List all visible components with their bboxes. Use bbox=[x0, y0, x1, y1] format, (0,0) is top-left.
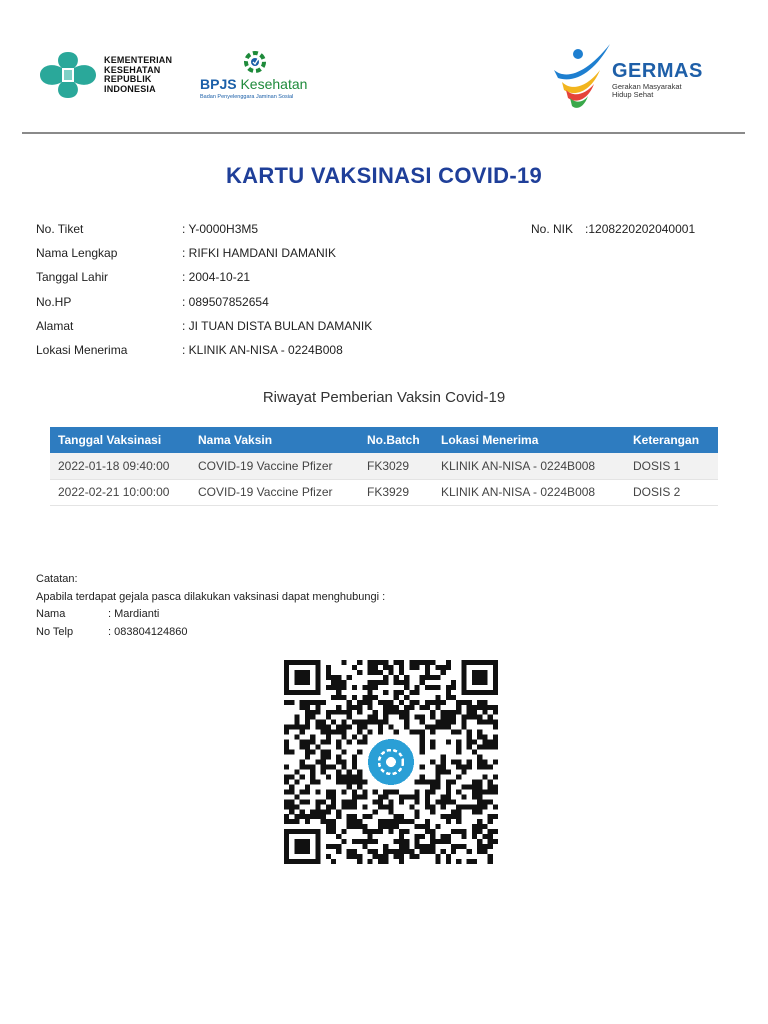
kemenkes-line-1: KEMENTERIAN bbox=[104, 55, 173, 65]
info-row-birthdate bbox=[36, 270, 736, 294]
contact-label: No Telp bbox=[36, 625, 74, 638]
cell-dose: DOSIS 1 bbox=[625, 453, 718, 479]
bpjs-name bbox=[200, 76, 307, 92]
kemenkes-line-2: KESEHATAN bbox=[104, 64, 161, 75]
info-row-ticket bbox=[36, 222, 736, 246]
qr-center-logo-icon bbox=[364, 735, 418, 789]
germas-logo bbox=[548, 40, 728, 120]
nik-field bbox=[531, 222, 695, 236]
bpjs-subtitle: Badan Penyelenggara Jaminan Sosial bbox=[200, 94, 294, 100]
cell-dose: DOSIS 2 bbox=[625, 479, 718, 505]
table-header-row bbox=[50, 427, 718, 453]
bpjs-name-part2: Kesehatan bbox=[240, 76, 308, 92]
cell-vaccine: COVID-19 Vaccine Pfizer bbox=[190, 453, 359, 479]
personal-info bbox=[36, 222, 736, 367]
germas-logo-icon bbox=[548, 40, 614, 112]
info-value: : RIFKI HAMDANI DAMANIK bbox=[182, 246, 337, 261]
kemenkes-logo-icon bbox=[38, 50, 98, 100]
table-row bbox=[50, 479, 718, 505]
info-label: Tanggal Lahir bbox=[36, 270, 109, 285]
info-value: : KLINIK AN-NISA - 0224B008 bbox=[182, 342, 343, 357]
qr-finder-pattern bbox=[284, 660, 321, 695]
kemenkes-name bbox=[104, 56, 172, 94]
bpjs-logo bbox=[200, 48, 315, 118]
cell-vaccine: COVID-19 Vaccine Pfizer bbox=[190, 479, 359, 505]
germas-subtitle: Gerakan Masyarakat Hidup Sehat bbox=[612, 82, 682, 99]
cell-location: KLINIK AN-NISA - 0224B008 bbox=[433, 479, 625, 505]
info-label: Lokasi Menerima bbox=[36, 342, 128, 357]
germas-name: GERMAS bbox=[612, 60, 703, 82]
info-row-phone bbox=[36, 295, 736, 319]
info-value: : 089507852654 bbox=[182, 294, 269, 309]
info-label: No. Tiket bbox=[36, 222, 84, 236]
info-row-name bbox=[36, 246, 736, 270]
bpjs-name-part1: BPJS bbox=[200, 76, 237, 92]
contact-label: Nama bbox=[36, 608, 66, 620]
contact-value: : 083804124860 bbox=[108, 625, 188, 638]
col-header-date: Tanggal Vaksinasi bbox=[50, 427, 190, 453]
notes-heading: Catatan: bbox=[36, 573, 78, 585]
info-row-address bbox=[36, 319, 736, 343]
kemenkes-line-4: INDONESIA bbox=[104, 83, 156, 94]
cell-date: 2022-01-18 09:40:00 bbox=[50, 453, 190, 479]
kemenkes-logo bbox=[38, 50, 172, 100]
col-header-batch: No.Batch bbox=[359, 427, 433, 453]
cell-batch: FK3929 bbox=[359, 479, 433, 505]
cell-batch: FK3029 bbox=[359, 453, 433, 479]
info-value: : Y-0000H3M5 bbox=[182, 222, 259, 236]
info-row-location bbox=[36, 343, 736, 367]
info-value: : 2004-10-21 bbox=[182, 270, 251, 285]
vaccination-table bbox=[50, 427, 718, 506]
info-label: No.HP bbox=[36, 294, 72, 309]
qr-finder-pattern bbox=[461, 660, 498, 695]
info-label: Nama Lengkap bbox=[36, 246, 118, 261]
col-header-notes: Keterangan bbox=[625, 427, 718, 453]
table-row bbox=[50, 453, 718, 479]
page-title: KARTU VAKSINASI COVID-19 bbox=[225, 163, 543, 188]
header-divider bbox=[22, 132, 745, 134]
contact-value: : Mardianti bbox=[108, 608, 160, 620]
contact-phone-row bbox=[36, 626, 385, 644]
nik-value: :1208220202040001 bbox=[585, 222, 696, 236]
cell-location: KLINIK AN-NISA - 0224B008 bbox=[433, 453, 625, 479]
notes-text: Apabila terdapat gejala pasca dilakukan vaksinasi dapat menghubungi : bbox=[36, 590, 386, 603]
col-header-location: Lokasi Menerima bbox=[433, 427, 625, 453]
info-label: Alamat bbox=[36, 318, 74, 333]
history-title: Riwayat Pemberian Vaksin Covid-19 bbox=[262, 389, 506, 406]
bpjs-logo-icon bbox=[240, 48, 270, 76]
header-logos bbox=[0, 40, 768, 120]
notes-section bbox=[36, 573, 385, 643]
info-value: : JI TUAN DISTA BULAN DAMANIK bbox=[182, 318, 373, 333]
contact-name-row bbox=[36, 608, 385, 626]
nik-label: No. NIK bbox=[531, 222, 574, 236]
cell-date: 2022-02-21 10:00:00 bbox=[50, 479, 190, 505]
kemenkes-line-3: REPUBLIK bbox=[104, 74, 152, 84]
qr-finder-pattern bbox=[284, 829, 321, 864]
col-header-vaccine: Nama Vaksin bbox=[190, 427, 359, 453]
qr-code bbox=[284, 660, 498, 864]
